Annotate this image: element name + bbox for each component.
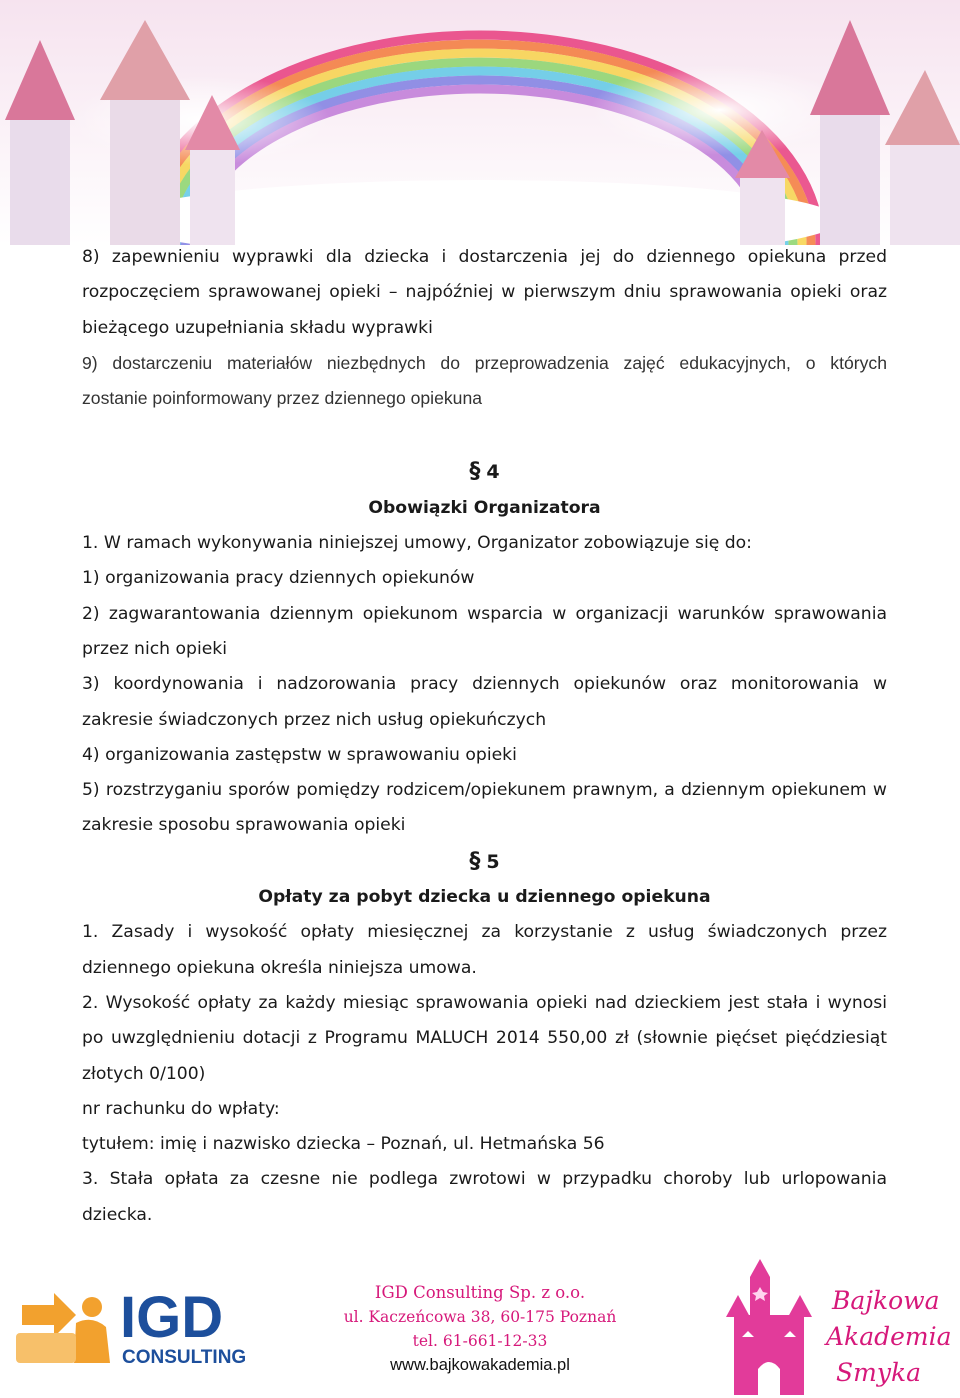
list-item: 5) rozstrzyganiu sporów pomiędzy rodzicem/opiekunem prawnym, a dziennym opiekunem w [82, 780, 887, 801]
person-figure-icon [16, 1293, 110, 1363]
section-sign: § [469, 459, 481, 485]
brand-line-2: Akademia [826, 1322, 952, 1351]
list-item: 4) organizowania zastępstw w sprawowaniu opieki [82, 744, 517, 765]
section-number: 4 [486, 461, 500, 484]
brand-line-1: Bajkowa [832, 1286, 940, 1315]
castle-icon [726, 1259, 812, 1395]
list-item: dziennego opiekuna określa niniejsza umowa. [82, 957, 477, 978]
company-name: IGD Consulting Sp. z o.o. [374, 1283, 586, 1302]
spacer [82, 416, 887, 454]
rainbow-castle-illustration [0, 0, 960, 245]
page-footer [0, 1255, 960, 1398]
address: ul. Kaczeńcowa 38, 60-175 Poznań [343, 1308, 617, 1326]
list-item: zakresie świadczonych przez nich usług opiekuńczych [82, 709, 547, 730]
section-number-4 [82, 454, 887, 490]
header-banner [0, 0, 960, 245]
paragraph-line: rozpoczęciem sprawowanej opieki – najpóźniej w pierwszym dniu sprawowania opieki oraz [82, 282, 887, 303]
igd-logo-text: IGD [120, 1285, 224, 1350]
paragraph-line: 8) zapewnieniu wyprawki dla dziecka i dostarczenia jej do dziennego opiekuna przed [82, 247, 887, 267]
list-item: 2. Wysokość opłaty za każdy miesiąc sprawowania opieki nad dzieckiem jest stała i wynosi [82, 992, 887, 1013]
list-item: zakresie sposobu sprawowania opieki [82, 815, 406, 836]
list-item: 1. Zasady i wysokość opłaty miesięcznej za korzystanie z usług świadczonych przez [82, 922, 887, 943]
list-item: 3. Stała opłata za czesne nie podlega zwrotowi w przypadku choroby lub urlopowania [82, 1169, 887, 1190]
phone: tel. 61-661-12-33 [412, 1332, 548, 1350]
paragraph-line: bieżącego uzupełniania składu wyprawki [82, 317, 433, 338]
list-item: 2) zagwarantowania dziennym opiekunom wsparcia w organizacji warunków sprawowania [82, 603, 887, 624]
document-body [82, 240, 887, 1233]
igd-consulting-logo [14, 1275, 284, 1375]
list-item: 3) koordynowania i nadzorowania pracy dziennych opiekunów oraz monitorowania w [82, 674, 887, 695]
list-item: przez nich opieki [82, 638, 228, 659]
igd-logo-subtext: CONSULTING [122, 1347, 247, 1368]
list-item: tytułem: imię i nazwisko dziecka – Poznań, ul. Hetmańska 56 [82, 1134, 605, 1155]
paragraph-line: 9) dostarczeniu materiałów niezbędnych do przeprowadzenia zajęć edukacyjnych, o których [82, 352, 887, 373]
list-item: 1) organizowania pracy dziennych opiekunów [82, 568, 475, 589]
brand-line-3: Smyka [836, 1358, 922, 1387]
section-title-5: Opłaty za pobyt dziecka u dziennego opiekuna [258, 887, 711, 908]
section-sign: § [469, 848, 481, 874]
section-number-5 [82, 844, 887, 880]
list-item: 1. W ramach wykonywania niniejszej umowy, Organizator zobowiązuje się do: [82, 533, 752, 554]
website-link[interactable]: www.bajkowakademia.pl [390, 1356, 570, 1374]
section-title-4: Obowiązki Organizatora [368, 497, 601, 518]
list-item: nr rachunku do wpłaty: [82, 1098, 280, 1119]
section-number: 5 [486, 850, 500, 873]
list-item: złotych 0/100) [82, 1063, 206, 1084]
paragraph-line: zostanie poinformowany przez dziennego opiekuna [82, 388, 483, 409]
bajkowa-akademia-smyka-logo [720, 1257, 960, 1397]
list-item: dziecka. [82, 1204, 153, 1225]
list-item: po uwzględnieniu dotacji z Programu MALUCH 2014 550,00 zł (słownie pięćset pięćdziesiąt [82, 1028, 887, 1049]
contact-block [330, 1281, 630, 1377]
